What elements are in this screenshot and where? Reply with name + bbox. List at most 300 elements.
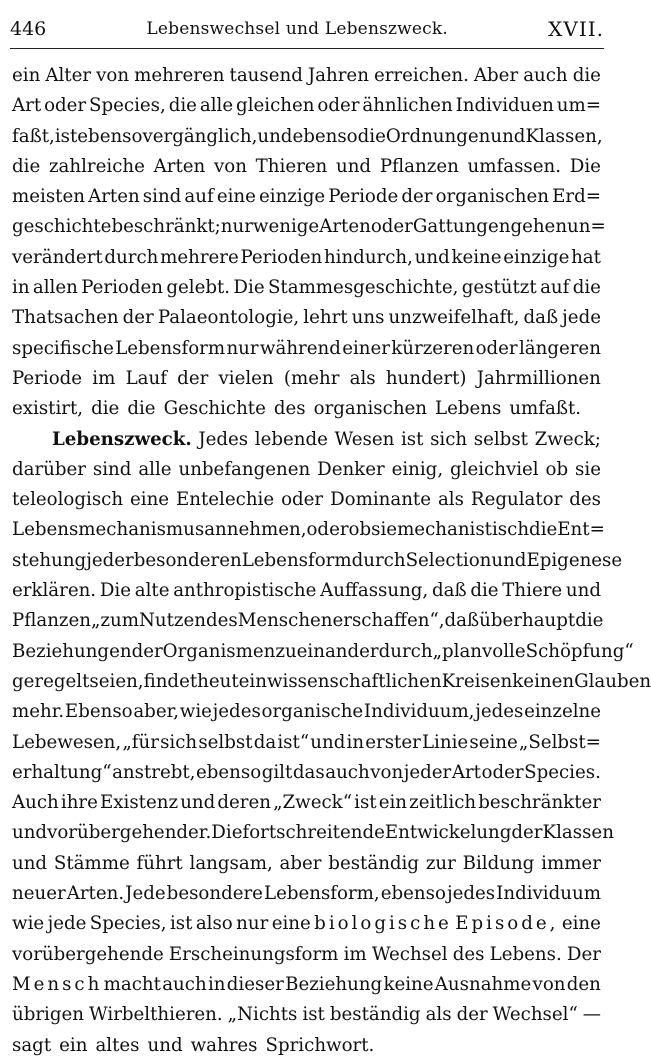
word: ihre	[60, 792, 98, 814]
word: oder	[281, 489, 324, 511]
word: darüber	[12, 458, 86, 480]
word: organische	[261, 701, 364, 723]
word: eine	[130, 489, 170, 511]
word: wenige	[252, 216, 320, 238]
word: Wechsel“	[492, 1004, 578, 1026]
word: Arten	[88, 186, 140, 208]
word: Stammesgeschichte,	[267, 277, 459, 299]
word: Episode,	[455, 913, 559, 935]
word: und	[180, 792, 216, 814]
text-line	[12, 1000, 601, 1030]
word: von	[370, 761, 404, 783]
word: der	[401, 186, 433, 208]
text-line	[12, 455, 601, 485]
word: mehrere	[160, 246, 239, 268]
word: als	[437, 489, 464, 511]
word: Alter	[45, 65, 92, 86]
word: Thiere	[502, 580, 563, 602]
text-line	[12, 1031, 601, 1061]
word: alte	[134, 580, 170, 602]
word: geregelt	[12, 670, 90, 692]
word: Sprichwort.	[265, 1034, 375, 1056]
word: gilt	[261, 761, 293, 783]
word: auf	[184, 186, 214, 208]
word: Species,	[89, 913, 167, 935]
word: des	[273, 398, 306, 420]
word: biologische	[314, 913, 452, 935]
word: die	[12, 155, 41, 177]
word: und	[336, 155, 372, 177]
word: selbst	[473, 428, 528, 450]
word: Jedes	[198, 428, 249, 450]
word: Lebensmechanismus	[12, 519, 205, 541]
word: einander	[296, 640, 379, 662]
word: Gattungen	[412, 216, 511, 238]
word: immer	[541, 852, 601, 874]
word: der	[177, 367, 209, 389]
word: Species.	[524, 761, 601, 783]
word: Jahren	[307, 65, 369, 86]
word: jede	[47, 913, 87, 935]
word: also	[195, 913, 233, 935]
word: zeitlich	[409, 792, 477, 814]
word: mechanistisch	[397, 519, 530, 541]
word: Regulator	[470, 489, 563, 511]
word: besonderen	[133, 549, 242, 571]
word: jedes	[446, 883, 496, 905]
page-header	[10, 14, 604, 44]
word: in	[346, 731, 365, 753]
word: Denker	[317, 458, 385, 480]
word: alle	[199, 95, 234, 117]
word: eine	[271, 913, 311, 935]
word: die	[572, 277, 601, 299]
text-line	[12, 818, 614, 848]
word: „Zweck“	[273, 792, 352, 814]
word: „planvolle	[432, 640, 526, 662]
word: Die	[99, 580, 131, 602]
word: Entwickelung	[384, 822, 512, 844]
word: hat	[571, 246, 601, 268]
word: von	[213, 155, 247, 177]
word: Klassen,	[525, 125, 603, 147]
word: Menschen	[237, 610, 333, 632]
word: wissenschaftlichen	[266, 670, 442, 692]
word: jede	[562, 307, 601, 329]
word: altes	[95, 1034, 140, 1056]
word: einzige	[503, 246, 570, 268]
word: ob	[545, 458, 569, 480]
word: Schöpfung“	[525, 640, 634, 662]
word: gehen	[510, 216, 568, 238]
word: ist“	[277, 731, 310, 753]
word: wie	[179, 701, 212, 723]
word: das	[292, 761, 325, 783]
word: ein	[59, 1034, 88, 1056]
word: während	[259, 337, 341, 359]
word: nur	[236, 913, 269, 935]
word: Lebewesen,	[12, 731, 122, 753]
word: durch	[351, 549, 406, 571]
word: (mehr	[283, 367, 340, 389]
word: „Nichts	[227, 1004, 298, 1026]
word: Lebens.	[489, 943, 562, 965]
word: von	[96, 65, 130, 86]
word: Erscheinungsform	[168, 943, 339, 965]
word: die	[127, 398, 156, 420]
word: anstrebt,	[112, 761, 196, 783]
text-line	[12, 758, 601, 788]
word: teleologisch	[12, 489, 124, 511]
word: „für	[122, 731, 159, 753]
word: zur	[425, 852, 456, 874]
word: umfassen.	[467, 155, 561, 177]
word: Beziehungen	[12, 640, 132, 662]
word: Bildung	[462, 852, 535, 874]
text-line	[12, 576, 601, 606]
word: geschichte	[12, 216, 112, 238]
word: Individuum	[496, 883, 601, 905]
word: organischen	[435, 186, 549, 208]
word: sagt	[12, 1034, 52, 1056]
text-line	[12, 667, 651, 697]
word: die	[575, 610, 604, 632]
word: einzige	[259, 186, 326, 208]
word: im	[343, 943, 367, 965]
word: den	[566, 973, 601, 995]
word: keinen	[512, 670, 575, 692]
word: und	[414, 246, 450, 268]
word: Jahrmillionen	[476, 367, 601, 389]
text-line	[12, 879, 601, 909]
word: überhaupt	[479, 610, 576, 632]
word: specifische	[12, 337, 114, 359]
word: erklären.	[12, 580, 97, 602]
word: oder	[475, 337, 518, 359]
word: Perioden	[81, 277, 163, 299]
word: nur	[220, 216, 253, 238]
text-line	[12, 606, 604, 636]
word: die	[168, 95, 197, 117]
word: Art	[451, 761, 481, 783]
word: als	[349, 367, 376, 389]
text-line	[12, 334, 601, 364]
word: wahres	[190, 1034, 258, 1056]
word: als	[425, 1004, 452, 1026]
word: die	[470, 580, 499, 602]
word: findet	[143, 670, 198, 692]
word: da	[253, 731, 277, 753]
word: Periode	[12, 367, 83, 389]
word: dieser	[226, 973, 284, 995]
word: wie	[12, 913, 45, 935]
word: Epigenese	[526, 549, 623, 571]
word: un=	[567, 216, 606, 238]
word: zu	[275, 640, 297, 662]
word: Organismen	[162, 640, 276, 662]
word: Existenz	[100, 792, 179, 814]
text-line	[12, 394, 601, 424]
body-text	[12, 61, 651, 1061]
word: faßt,	[12, 125, 55, 147]
word: „zum	[90, 610, 139, 632]
word: Die	[211, 822, 243, 844]
word: meisten	[12, 186, 85, 208]
word: in	[12, 277, 30, 299]
word: erreichen.	[373, 65, 469, 86]
word: des	[452, 943, 485, 965]
word: anthropistische	[173, 580, 317, 602]
word: stehung	[12, 549, 87, 571]
word: Die	[233, 277, 265, 299]
word: fortschreitende	[242, 822, 385, 844]
word: jedes	[475, 701, 524, 723]
word: selbst	[198, 731, 253, 753]
word: ist	[354, 792, 377, 814]
word: ist	[54, 125, 78, 147]
word: Beziehung	[285, 973, 383, 995]
word: führt	[136, 852, 183, 874]
word: oder	[370, 216, 413, 238]
word: Lebenszweck.	[52, 428, 192, 450]
word: Erd=	[552, 186, 601, 208]
word: Wirbelthieren.	[89, 1004, 223, 1026]
word: einer	[342, 337, 390, 359]
word: uns	[351, 307, 385, 329]
text-line	[12, 303, 601, 333]
word: annehmen,	[204, 519, 307, 541]
word: daß	[431, 580, 467, 602]
word: Geschichte	[163, 398, 266, 420]
word: gleichviel	[450, 458, 539, 480]
word: neuer	[12, 883, 66, 905]
word: der	[456, 1004, 488, 1026]
word: Ebenso	[64, 701, 133, 723]
word: ist	[169, 913, 193, 935]
word: Arten.	[66, 883, 125, 905]
word: ein	[378, 792, 408, 814]
chapter-number: XVII.	[548, 17, 604, 41]
text-line	[12, 122, 601, 152]
word: und	[490, 125, 526, 147]
word: Thatsachen	[12, 307, 119, 329]
text-line	[12, 909, 601, 939]
page-number: 446	[10, 18, 47, 40]
word: längeren	[518, 337, 601, 359]
word: Species,	[89, 95, 166, 117]
text-line	[12, 243, 601, 273]
word: hindurch,	[323, 246, 413, 268]
word: Lebensform	[241, 549, 352, 571]
word: Lauf	[125, 367, 167, 389]
word: Entelechie	[176, 489, 275, 511]
text-line	[12, 788, 601, 818]
word: Arten	[319, 216, 371, 238]
word: der	[131, 640, 163, 662]
word: Pflanzen	[379, 155, 459, 177]
word: aber	[279, 852, 322, 874]
word: mehreren	[134, 65, 225, 86]
word: macht	[103, 973, 161, 995]
word: Stämme	[53, 852, 130, 874]
word: verändert	[12, 246, 103, 268]
word: Ausnahme	[434, 973, 532, 995]
word: seine	[469, 731, 518, 753]
word: organischen	[313, 398, 428, 420]
word: ebenso	[380, 883, 446, 905]
word: jeder	[86, 549, 134, 571]
text-line	[12, 849, 601, 879]
word: nur	[226, 337, 259, 359]
text-line	[12, 515, 605, 545]
word: Dominante	[330, 489, 431, 511]
text-line	[12, 61, 601, 91]
word: Individuum,	[363, 701, 475, 723]
word: vielen	[218, 367, 274, 389]
word: jedes	[212, 701, 261, 723]
word: Periode	[328, 186, 399, 208]
word: ein	[12, 65, 41, 86]
text-line	[12, 970, 601, 1000]
word: um=	[556, 95, 601, 117]
word: auch	[523, 65, 568, 86]
word: durch	[378, 640, 433, 662]
word: eine	[216, 186, 256, 208]
word: ebenso	[196, 761, 262, 783]
word: eine	[561, 913, 601, 935]
word: sie	[371, 519, 398, 541]
text-line	[12, 940, 601, 970]
word: erhaltung“	[12, 761, 112, 783]
word: erster	[365, 731, 421, 753]
word: —	[582, 1004, 601, 1026]
word: seien,	[89, 670, 144, 692]
word: daß	[523, 307, 559, 329]
word: übrigen	[12, 1004, 84, 1026]
word: lebende	[254, 428, 328, 450]
header-rule	[10, 48, 604, 49]
word: keine	[383, 973, 434, 995]
word: auch	[162, 973, 207, 995]
word: Palaeontologie,	[157, 307, 300, 329]
word: ebenso	[77, 125, 143, 147]
word: erschaffen“,	[332, 610, 445, 632]
text-line	[12, 425, 601, 455]
word: Wesen	[334, 428, 395, 450]
word: allen	[32, 277, 78, 299]
word: die	[91, 398, 120, 420]
word: Auffassung,	[320, 580, 429, 602]
word: Thieren	[255, 155, 328, 177]
word: und	[12, 852, 48, 874]
word: und	[147, 1034, 183, 1056]
word: sind	[142, 186, 182, 208]
word: zahlreiche	[48, 155, 145, 177]
word: auch	[325, 761, 370, 783]
word: oder	[481, 761, 524, 783]
word: und	[257, 125, 293, 147]
word: aber,	[133, 701, 180, 723]
word: Ordnungen	[385, 125, 491, 147]
word: durch	[104, 246, 159, 268]
word: Lebens	[435, 398, 502, 420]
word: heute	[197, 670, 250, 692]
text-line	[12, 364, 601, 394]
word: umfaßt.	[509, 398, 582, 420]
word: deren	[217, 792, 271, 814]
word: ist	[400, 428, 424, 450]
word: besondere	[166, 883, 263, 905]
word: kürzeren	[391, 337, 475, 359]
word: langsam,	[189, 852, 273, 874]
word: jeder	[403, 761, 452, 783]
word: tausend	[229, 65, 303, 86]
word: Individuen	[455, 95, 554, 117]
word: oder	[317, 95, 360, 117]
word: Auch	[12, 792, 59, 814]
word: des	[569, 489, 601, 511]
word: Der	[566, 943, 601, 965]
word: gleichen	[236, 95, 315, 117]
word: ähnlichen	[362, 95, 453, 117]
word: die	[572, 65, 601, 86]
word: Kreisen	[441, 670, 513, 692]
word: beständig	[328, 852, 420, 874]
word: Wechsel	[371, 943, 448, 965]
word: Pflanzen	[12, 610, 91, 632]
word: gestützt	[461, 277, 537, 299]
word: Glauben	[574, 670, 651, 692]
word: und	[491, 549, 527, 571]
word: und	[12, 822, 48, 844]
text-line	[12, 273, 601, 303]
text-line	[12, 485, 601, 515]
word: beschränkter	[478, 792, 601, 814]
word: und	[310, 731, 346, 753]
word: vergänglich,	[142, 125, 258, 147]
running-title: Lebenswechsel und Lebenszweck.	[146, 19, 449, 39]
word: ob	[348, 519, 372, 541]
word: sich	[430, 428, 468, 450]
word: Mensch	[12, 973, 103, 995]
text-line	[12, 152, 601, 182]
word: Selection	[405, 549, 492, 571]
word: vorübergehende	[12, 943, 164, 965]
word: die	[529, 519, 558, 541]
word: hundert)	[385, 367, 467, 389]
text-line	[12, 728, 601, 758]
word: Zweck;	[534, 428, 601, 450]
word: Linie	[421, 731, 469, 753]
word: alle	[138, 458, 172, 480]
word: der	[122, 307, 154, 329]
word: auf	[540, 277, 570, 299]
word: beschränkt;	[111, 216, 221, 238]
word: gelebt.	[166, 277, 231, 299]
word: Nutzen	[138, 610, 206, 632]
word: vorübergehender.	[47, 822, 212, 844]
word: keine	[451, 246, 502, 268]
word: einzelne	[524, 701, 601, 723]
word: einig,	[391, 458, 444, 480]
word: des	[205, 610, 238, 632]
text-line	[12, 697, 601, 727]
word: Jede	[125, 883, 166, 905]
word: die	[357, 125, 386, 147]
word: ebenso	[292, 125, 358, 147]
word: ist	[302, 1004, 325, 1026]
word: Lebensform	[115, 337, 226, 359]
